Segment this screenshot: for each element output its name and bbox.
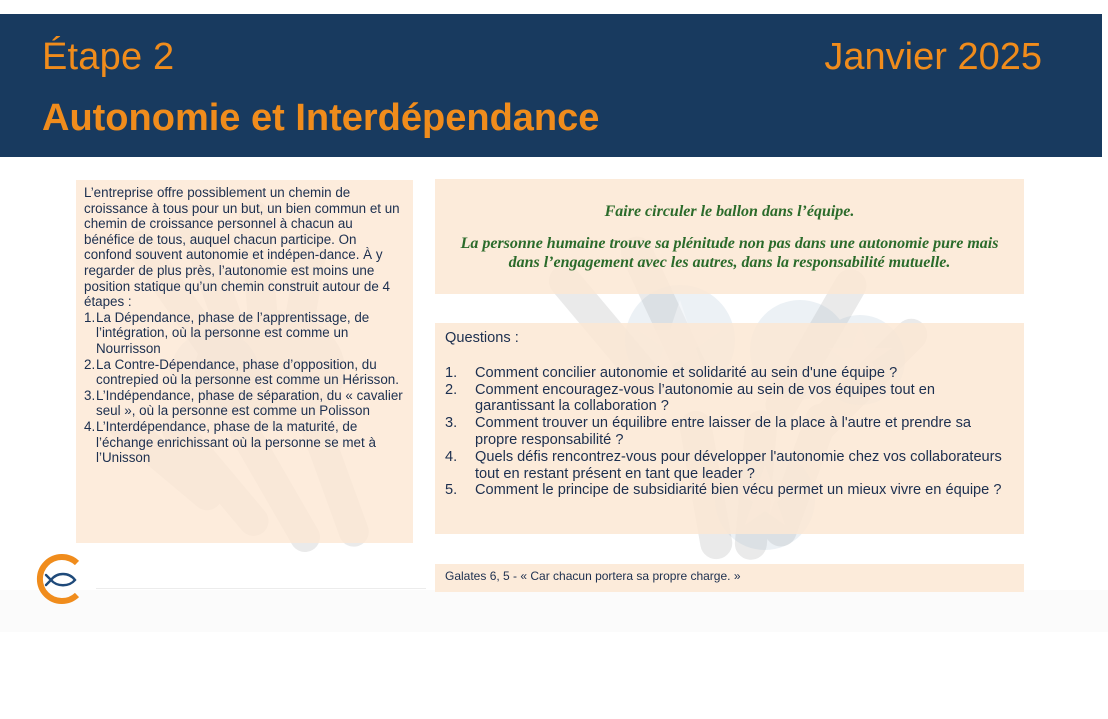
stage-label: Étape 2	[42, 36, 175, 78]
intro-text-box	[76, 180, 413, 543]
verse-box	[435, 564, 1024, 592]
list-item-text: Comment le principe de subsidiarité bien vécu permet un mieux vivre en équipe ?	[475, 482, 1002, 499]
list-item-number: 2.	[445, 381, 458, 398]
list-item-text: La Dépendance, phase de l’apprentissage, de l’intégration, où la personne est comme un Nourrisson	[96, 309, 370, 356]
verse-text: Galates 6, 5 - « Car chacun portera sa propre charge. »	[445, 569, 741, 583]
page-title: Autonomie et Interdépendance	[42, 97, 600, 139]
list-item-number: 2.	[84, 356, 96, 372]
list-item-text: L’Interdépendance, phase de la maturité, de l’échange enrichissant où la personne se met à l’Unisson	[96, 418, 376, 466]
list-item-number: 4.	[84, 418, 96, 434]
quote-text: La personne humaine trouve sa plénitude non pas dans une autonomie pure mais dans l’engagement avec les autres, dans la responsabilité mutuelle.	[460, 235, 999, 271]
list-item	[445, 482, 1014, 499]
list-item	[84, 419, 405, 466]
list-item-text: Quels défis rencontrez-vous pour développer l'autonomie chez vos collaborateurs tout en restant présent en tant que leader ?	[475, 448, 1002, 482]
intro-paragraph: L’entreprise offre possiblement un chemin de croissance à tous pour un but, un bien commun et un chemin de croissance personnel à chacun au bénéfice de tous, auquel chacun participe. On confond souvent autonomie et indépen-dance. À y regarder de plus près, l’autonomie est moins une position statique qu’un chemin construit autour de 4 étapes :	[84, 185, 400, 310]
list-item	[445, 365, 1014, 382]
date-label: Janvier 2025	[824, 36, 1042, 78]
questions-heading: Questions :	[445, 330, 519, 346]
quote-box	[435, 179, 1024, 294]
list-item-number: 3.	[445, 415, 458, 432]
list-item	[445, 449, 1014, 483]
list-item-text: Comment encouragez-vous l’autonomie au sein de vos équipes tout en garantissant la collaboration ?	[475, 381, 935, 415]
list-item-number: 1.	[445, 364, 458, 381]
header-banner	[0, 14, 1102, 157]
list-item	[84, 388, 405, 419]
list-item-text: Comment trouver un équilibre entre laisser de la place à l'autre et prendre sa propre responsabilité ?	[475, 415, 971, 448]
list-item-text: La Contre-Dépendance, phase d’opposition, du contrepied où la personne est comme un Hérisson.	[96, 356, 399, 388]
list-item-text: Comment concilier autonomie et solidarité au sein d'une équipe ?	[475, 364, 898, 381]
divider	[96, 588, 426, 589]
questions-list	[445, 365, 1014, 499]
list-item-text: L’Indépendance, phase de séparation, du « cavalier seul », où la personne est comme un Polisson	[96, 387, 403, 419]
list-item-number: 4.	[445, 448, 458, 465]
questions-box	[435, 323, 1024, 534]
list-item-number: 5.	[445, 482, 458, 499]
list-item-number: 3.	[84, 387, 96, 403]
steps-list	[84, 310, 405, 466]
quote-heading: Faire circuler le ballon dans l’équipe.	[604, 203, 855, 220]
list-item	[84, 310, 405, 357]
footer-band	[0, 590, 1108, 632]
list-item	[445, 415, 1014, 449]
list-item	[84, 357, 405, 388]
list-item-number: 1.	[84, 309, 96, 325]
list-item	[445, 382, 1014, 416]
fish-in-c-logo-icon	[33, 549, 91, 607]
